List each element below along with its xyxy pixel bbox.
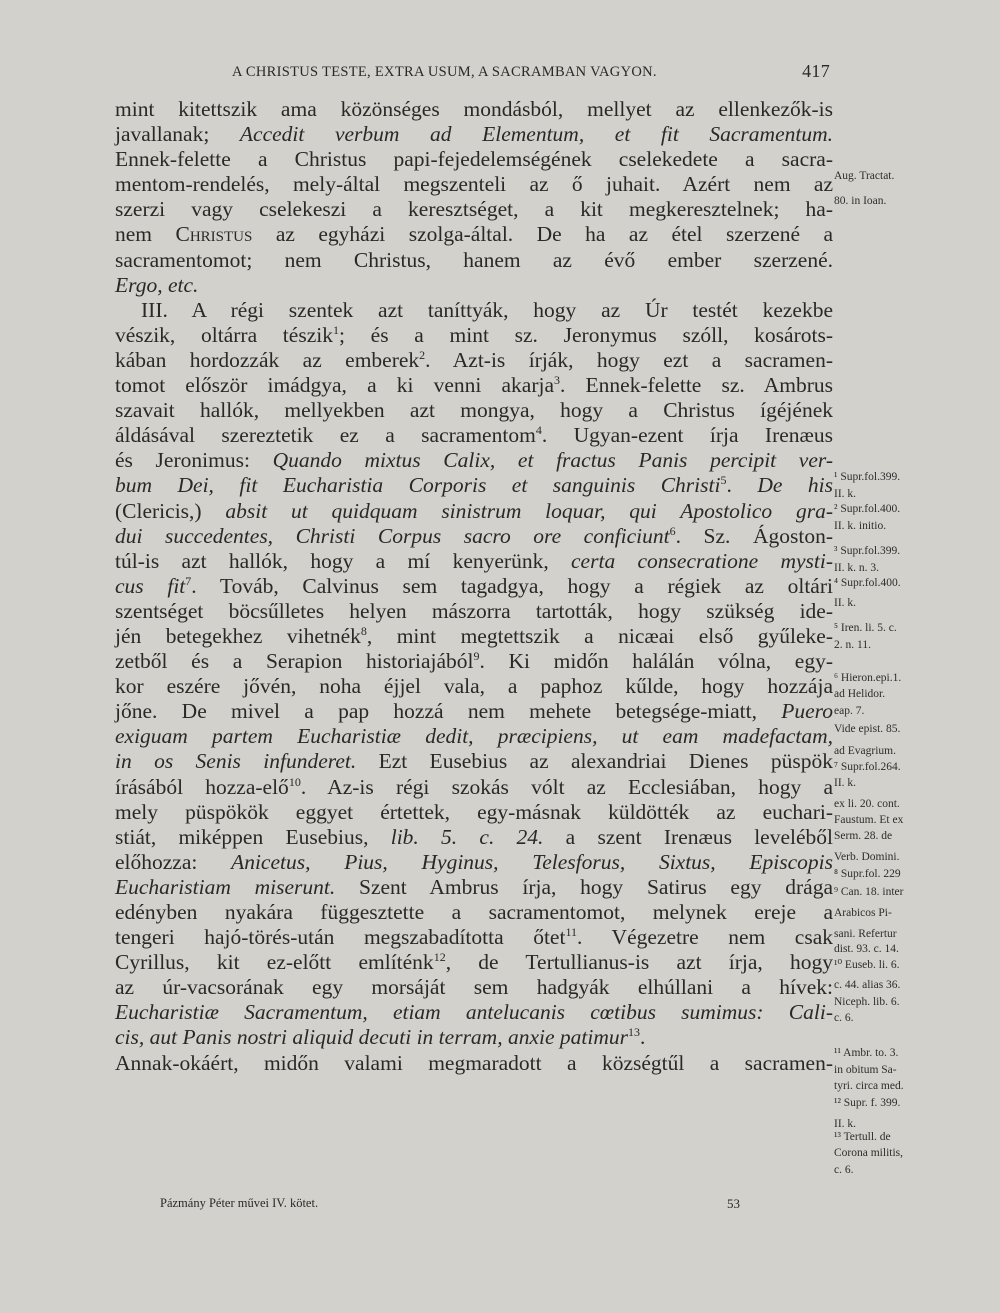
margin-note: ⁵ Iren. li. 5. c. [834, 622, 897, 634]
line-text: kor eszére jővén, noha éjjel vala, a paphoz kűlde, hogy hozzája [115, 674, 833, 699]
margin-note: 80. in Ioan. [834, 195, 887, 207]
text-line [115, 423, 833, 448]
text-line [115, 900, 833, 925]
text-line [115, 624, 833, 649]
text-line [115, 323, 833, 348]
text-line [115, 649, 833, 674]
margin-note: Faustum. Et ex [834, 814, 904, 826]
line-text: . [640, 1025, 646, 1050]
text-line [115, 699, 833, 724]
running-header [232, 62, 830, 86]
line-text: szentséget böcsűlletes helyen mászorra tartották, hogy szükség ide- [115, 598, 833, 623]
margin-note: Aug. Tractat. [834, 170, 895, 182]
footnote-marker: 12 [433, 950, 446, 965]
text-line [115, 448, 833, 473]
line-text: szavait hallók, mellyekben azt mongya, hogy a Christus ígéjének [115, 398, 833, 423]
text-line [115, 724, 833, 749]
sheet-signature: 53 [727, 1196, 740, 1211]
italic-text: dui succedentes, Christi Corpus sacro ore conficiunt [115, 523, 670, 548]
footnote-marker: 3 [554, 373, 561, 388]
italic-text: exiguam partem Eucharistiæ dedit, præcipiens, ut eam madefactam, [115, 724, 833, 749]
italic-text: Eucharistiam miserunt. [115, 874, 336, 899]
line-text: mint kitettszik ama közönséges mondásból, mellyet az ellenkezők-is [115, 97, 833, 121]
margin-note: ¹¹ Ambr. to. 3. [834, 1047, 899, 1059]
line-text: . [726, 473, 758, 498]
line-text: írásából hozza-elő [115, 774, 289, 799]
line-text: III. A régi szentek azt taníttyák, hogy az Úr testét kezekbe [141, 297, 833, 322]
margin-note: Verb. Domini. [834, 851, 900, 863]
italic-text: cis, aut Panis nostri aliquid decuti in terram, anxie patimur [115, 1025, 628, 1050]
margin-note: ⁷ Supr.fol.264. [834, 761, 901, 773]
line-text: mely püspökök eggyet értettek, egy-másnak küldötték az euchari- [115, 799, 833, 824]
footnote-marker: 1 [332, 322, 339, 337]
footnote-marker: 11 [565, 925, 577, 940]
line-text: ; és a mint sz. Jeronymus szóll, kosárots- [338, 322, 833, 347]
text-line [115, 273, 833, 298]
text-line [115, 1000, 833, 1025]
line-text: . Ugyan-ezent írja Irenæus [541, 423, 833, 448]
line-text: edényben nyakára függesztette a sacramentomot, melynek ereje a [115, 900, 833, 924]
line-text: áldásával szereztetik ez a sacramentom [115, 423, 536, 448]
text-line [115, 825, 833, 850]
footnote-marker: 9 [473, 649, 480, 664]
line-text: , de Tertullianus-is azt írja, hogy [445, 950, 834, 975]
text-line [115, 524, 833, 549]
text-line [115, 749, 833, 774]
margin-note: ⁶ Hieron.epi.1. [834, 672, 902, 684]
text-line [115, 950, 833, 975]
footnote-marker: 7 [185, 573, 192, 588]
margin-note: Niceph. lib. 6. [834, 996, 900, 1008]
line-text: tengeri hajó-törés-után megszabadította őtet [115, 925, 566, 950]
margin-note: ad Helidor. [834, 688, 886, 700]
margin-note: Arabicos Pi- [834, 907, 892, 919]
margin-note: ⁴ Supr.fol.400. [834, 577, 901, 589]
margin-note: Corona militis, [834, 1147, 903, 1159]
line-text: kában hordozzák az emberek [115, 347, 420, 372]
text-line [115, 599, 833, 624]
text-line [115, 925, 833, 950]
footnote-marker: 13 [628, 1025, 640, 1040]
line-text: . Továb, Calvinus sem tagadgya, hogy a régiek az oltári [191, 573, 833, 598]
text-line [115, 775, 833, 800]
line-text: nem [115, 222, 176, 247]
text-line [115, 197, 833, 222]
line-text: sacramentomot; nem Christus, hanem az évő ember szerzené. [115, 247, 833, 272]
text-line [115, 348, 833, 373]
margin-note: tyri. circa med. [834, 1080, 904, 1092]
italic-text: Puero [781, 699, 833, 724]
margin-note: ² Supr.fol.400. [834, 503, 901, 515]
page-number: 417 [802, 61, 830, 81]
italic-text: Accedit verbum ad Elementum, et fit Sacramentum. [239, 122, 833, 147]
margin-note: ¹² Supr. f. 399. [834, 1097, 901, 1109]
text-line [115, 875, 833, 900]
margin-note: ad Evagrium. [834, 745, 896, 757]
margin-note: Vide epist. 85. [834, 723, 901, 735]
text-line [115, 800, 833, 825]
text-line [115, 398, 833, 423]
text-line [115, 1051, 833, 1076]
line-text: mentom-rendelés, mely-által megszenteli az ő juhait. Azért nem az [115, 172, 833, 197]
margin-note: ⁸ Supr.fol. 229 [834, 868, 901, 880]
italic-text: Ergo, etc. [115, 272, 199, 297]
margin-note: II. k. [834, 488, 857, 500]
line-text: az úr-vacsorának egy morsáját sem hadgyák elhúllani a hívek: [115, 975, 833, 1000]
running-title: A CHRISTUS TESTE, EXTRA USUM, A SACRAMBAN VAGYON. [232, 64, 657, 80]
line-text: Annak-okáért, midőn valami megmaradott a községtűl a sacramen- [115, 1050, 833, 1075]
line-text: előhozza: [115, 849, 232, 874]
margin-note: ³ Supr.fol.399. [834, 545, 901, 557]
text-line [115, 222, 833, 247]
line-text: a szent Irenæus leveléből [543, 824, 833, 849]
margin-note: ¹ Supr.fol.399. [834, 471, 901, 483]
margin-note: eap. 7. [834, 705, 865, 717]
italic-text: absit ut quidquam sinistrum loquar, qui Apostolico gra- [225, 498, 833, 523]
line-text: , mint megtettszik a nicæai első gyűleke- [366, 623, 833, 648]
margin-note: ex li. 20. cont. [834, 798, 900, 810]
line-text: . Azt-is írják, hogy ezt a sacramen- [425, 347, 833, 372]
margin-note: in obitum Sa- [834, 1064, 897, 1076]
line-text: túl-is azt hallók, hogy a mí kenyerünk, [115, 548, 572, 573]
text-line [115, 499, 833, 524]
margin-note: II. k. [834, 597, 857, 609]
line-text: tomot először imádgya, a ki venni akarja [115, 373, 555, 398]
italic-text: in os Senis infunderet. [115, 749, 357, 774]
line-text: . Végezetre nem csak [577, 925, 833, 950]
line-text: zetből és a Serapion historiajából [115, 649, 474, 674]
margin-note: dist. 93. c. 14. [834, 943, 899, 955]
page-footer [160, 1196, 760, 1214]
line-text: jőne. De mivel a pap hozzá nem mehete betegsége-miatt, [115, 699, 782, 724]
text-line [115, 975, 833, 1000]
italic-text: Eucharistiæ Sacramentum, etiam antelucanis cœtibus sumimus: Cali- [115, 1000, 833, 1025]
small-caps-text: Christus [175, 222, 253, 247]
footnote-marker: 8 [360, 623, 367, 638]
footnote-marker: 6 [669, 523, 676, 538]
text-line [115, 850, 833, 875]
margin-note: ⁹ Can. 18. inter [834, 886, 904, 898]
line-text: Cyrillus, kit ez-előtt említénk [115, 950, 434, 975]
italic-text: Anicetus, Pius, Hyginus, Telesforus, Sixtus, Episcopis [231, 849, 833, 874]
footer-source: Pázmány Péter művei IV. kötet. [160, 1196, 319, 1210]
margin-note: c. 6. [834, 1164, 854, 1176]
margin-note: Serm. 28. de [834, 830, 893, 842]
text-line [115, 97, 833, 122]
text-line [115, 674, 833, 699]
text-line [115, 172, 833, 197]
text-line [115, 248, 833, 273]
line-text: és Jeronimus: [115, 448, 273, 473]
line-text: Szent Ambrus írja, hogy Satirus egy drága [335, 874, 833, 899]
body-text [115, 97, 833, 1076]
italic-text: cus fit [115, 573, 186, 598]
margin-note: c. 6. [834, 1012, 854, 1024]
line-text: . Ennek-felette sz. Ambrus [560, 373, 833, 398]
italic-text: De his [757, 473, 833, 498]
footnote-marker: 2 [419, 347, 426, 362]
italic-text: bum Dei, fit Eucharistia Corporis et sanguinis Christi [115, 473, 721, 498]
italic-text: certa consecratione mysti- [571, 548, 833, 573]
footnote-marker: 4 [535, 423, 542, 438]
margin-note: II. k. [834, 1118, 857, 1130]
line-text: . Az-is régi szokás vólt az Ecclesiában, hogy a [300, 774, 833, 799]
footnote-marker: 5 [720, 473, 727, 488]
text-line [115, 1025, 833, 1050]
margin-note: II. k. initio. [834, 520, 887, 532]
line-text: az egyházi szolga-által. De ha az étel szerzené a [252, 222, 833, 247]
margin-note: ¹³ Tertull. de [834, 1131, 891, 1143]
text-line [115, 298, 833, 323]
text-line [115, 473, 833, 498]
text-line [115, 574, 833, 599]
margin-note: II. k. [834, 777, 857, 789]
line-text: (Clericis,) [115, 498, 226, 523]
line-text: javallanak; [115, 122, 240, 147]
line-text: Ezt Eusebius az alexandriai Dienes püspök [356, 749, 833, 774]
line-text: . Sz. Ágoston- [675, 523, 833, 548]
italic-text: Quando mixtus Calix, et fractus Panis percipit ver- [272, 448, 833, 473]
line-text: vészik, oltárra tészik [115, 322, 333, 347]
text-line [115, 549, 833, 574]
margin-note: sani. Refertur [834, 928, 897, 940]
text-line [115, 373, 833, 398]
footnote-marker: 10 [288, 774, 301, 789]
line-text: szerzi vagy cselekeszi a keresztséget, a kit megkeresztelnek; ha- [115, 197, 833, 222]
text-line [115, 147, 833, 172]
line-text: Ennek-felette a Christus papi-fejedelemségének cselekedete a sacra- [115, 147, 833, 172]
margin-note: 2. n. 11. [834, 639, 871, 651]
line-text: . Ki midőn halálán vólna, egy- [479, 649, 833, 674]
line-text: jén betegekhez vihetnék [115, 623, 361, 648]
margin-note: II. k. n. 3. [834, 562, 880, 574]
italic-text: lib. 5. c. 24. [390, 824, 544, 849]
text-line [115, 122, 833, 147]
margin-note: c. 44. alias 36. [834, 979, 901, 991]
line-text: stiát, miképpen Eusebius, [115, 824, 391, 849]
margin-note: ¹⁰ Euseb. li. 6. [834, 959, 900, 971]
